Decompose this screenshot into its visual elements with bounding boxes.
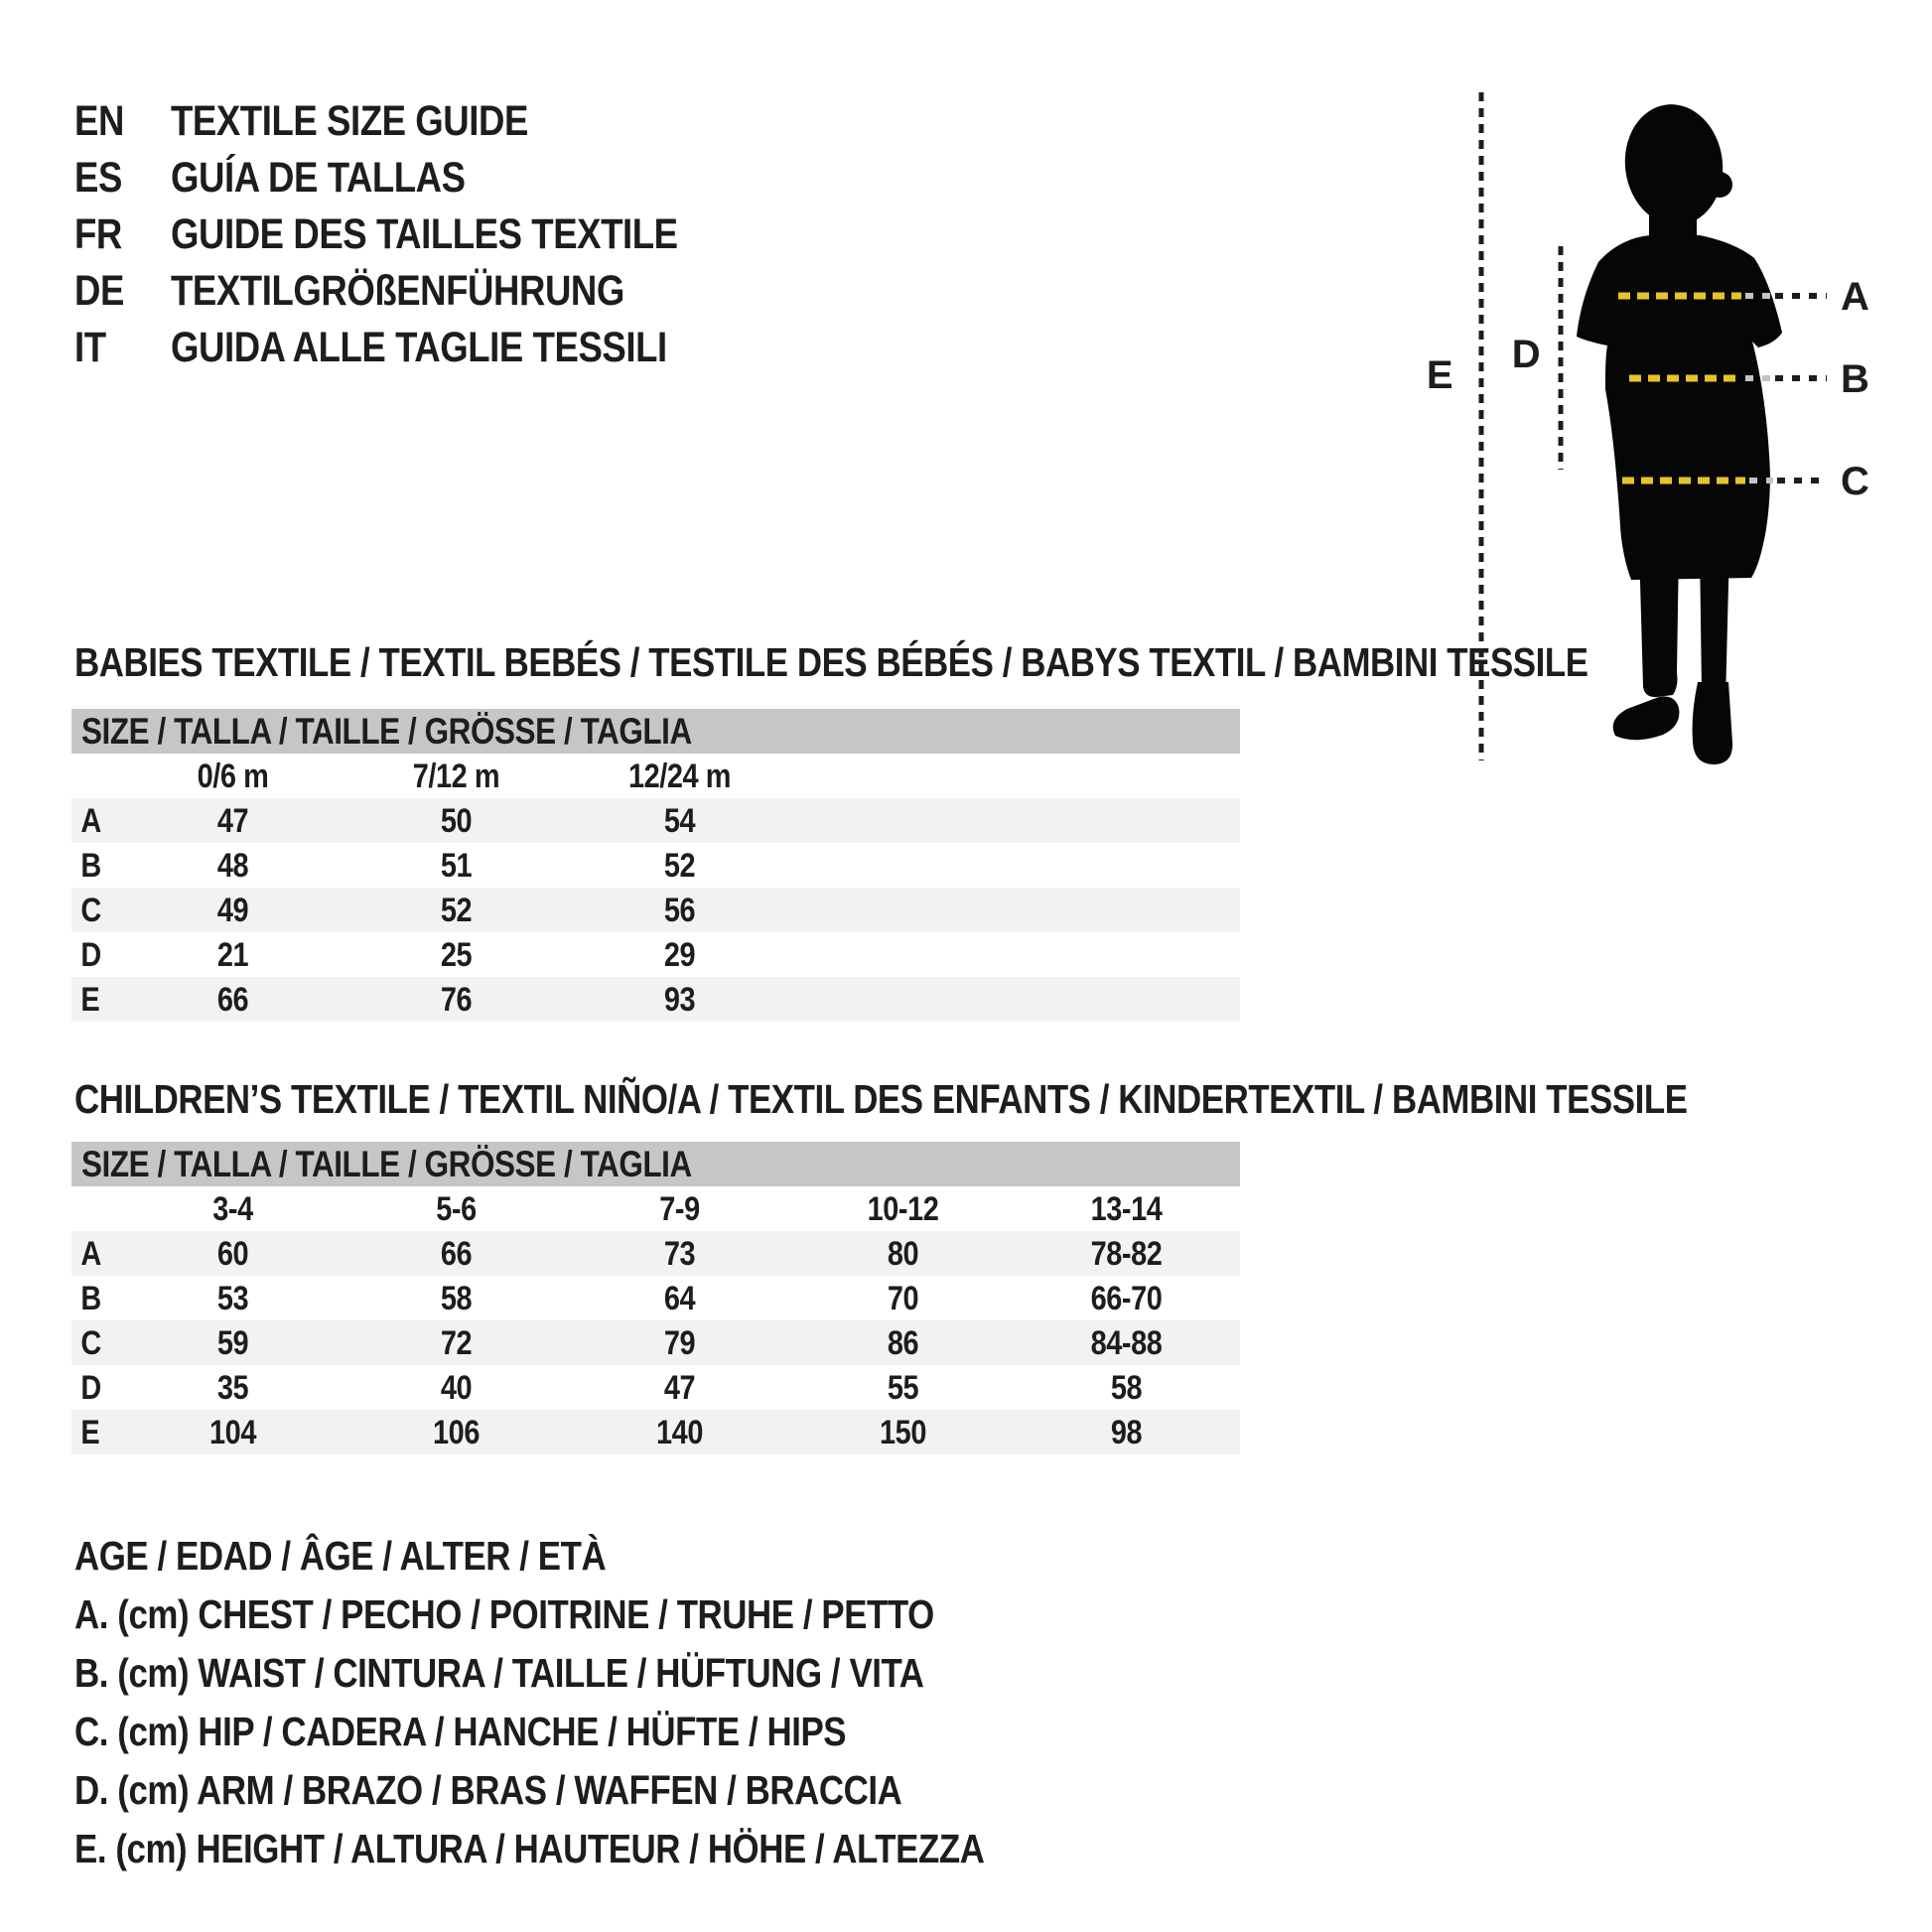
language-row (74, 150, 767, 207)
language-title: GUIDE DES TAILLES TEXTILE (171, 210, 678, 258)
figure-label-D: D (1511, 333, 1541, 376)
size-value: 29 (663, 935, 696, 974)
language-code: ES (74, 154, 122, 202)
legend-line (74, 1761, 1145, 1820)
size-value: 48 (216, 846, 249, 885)
babies-table-header-bar (71, 709, 1240, 754)
size-value: 25 (440, 935, 473, 974)
size-value: 58 (1110, 1368, 1143, 1407)
column-header: 0/6 m (197, 757, 269, 795)
legend-line (74, 1644, 1145, 1703)
row-label: D (80, 1368, 101, 1407)
size-value: 47 (216, 801, 249, 840)
size-value: 66 (440, 1234, 473, 1273)
language-title: GUIDA ALLE TAGLIE TESSILI (171, 324, 667, 371)
size-value: 140 (656, 1413, 703, 1451)
language-code: DE (74, 267, 124, 315)
language-title: TEXTILE SIZE GUIDE (171, 97, 528, 145)
column-header: 3-4 (212, 1189, 253, 1228)
column-header: 13-14 (1090, 1189, 1163, 1228)
column-header: 7-9 (659, 1189, 700, 1228)
language-code: EN (74, 97, 124, 145)
size-value: 53 (216, 1279, 249, 1317)
size-value: 76 (440, 980, 473, 1019)
silhouette-torso (1577, 235, 1782, 580)
size-value: 78-82 (1090, 1234, 1163, 1273)
table-row (71, 977, 1240, 1022)
babies-table-header-text: SIZE / TALLA / TAILLE / GRÖSSE / TAGLIA (81, 710, 692, 752)
babies-section-title (74, 641, 1856, 683)
size-value: 47 (663, 1368, 696, 1407)
size-value: 98 (1110, 1413, 1143, 1451)
column-header: 12/24 m (627, 757, 732, 795)
legend-line-text: D. (cm) ARM / BRAZO / BRAS / WAFFEN / BRACCIA (74, 1767, 902, 1813)
legend-line-text: E. (cm) HEIGHT / ALTURA / HAUTEUR / HÖHE / ALTEZZA (74, 1826, 985, 1871)
size-value: 93 (663, 980, 696, 1019)
figure-label-E: E (1426, 353, 1453, 397)
size-value: 84-88 (1090, 1323, 1163, 1362)
table-row (71, 888, 1240, 932)
row-label: D (80, 935, 101, 974)
size-value: 80 (887, 1234, 919, 1273)
size-value: 56 (663, 891, 696, 929)
children-table-header-text: SIZE / TALLA / TAILLE / GRÖSSE / TAGLIA (81, 1143, 692, 1184)
children-section-title-text: CHILDREN’S TEXTILE / TEXTIL NIÑO/A / TEXTIL DES ENFANTS / KINDERTEXTIL / BAMBINI TESSILE (74, 1076, 1688, 1122)
size-value: 40 (440, 1368, 473, 1407)
row-label: E (80, 980, 100, 1019)
language-row (74, 263, 767, 320)
size-value: 51 (440, 846, 473, 885)
legend-line-text: C. (cm) HIP / CADERA / HANCHE / HÜFTE / HIPS (74, 1709, 847, 1754)
size-value: 58 (440, 1279, 473, 1317)
column-header: 7/12 m (412, 757, 500, 795)
column-header: 5-6 (436, 1189, 477, 1228)
size-value: 150 (880, 1413, 926, 1451)
table-row (71, 1410, 1240, 1454)
size-value: 104 (209, 1413, 256, 1451)
figure-label-B: B (1841, 357, 1869, 401)
row-label: A (80, 801, 101, 840)
size-value: 50 (440, 801, 473, 840)
figure-label-C: C (1841, 460, 1869, 503)
language-title: GUÍA DE TALLAS (171, 154, 466, 202)
column-header-row (71, 1186, 1240, 1231)
size-value: 21 (216, 935, 249, 974)
size-value: 55 (887, 1368, 919, 1407)
column-header: 10-12 (867, 1189, 939, 1228)
legend-line (74, 1527, 1145, 1586)
legend-line (74, 1820, 1145, 1878)
table-row (71, 1320, 1240, 1365)
table-row (71, 1276, 1240, 1320)
size-value: 66 (216, 980, 249, 1019)
row-label: E (80, 1413, 100, 1451)
size-value: 70 (887, 1279, 919, 1317)
size-value: 66-70 (1090, 1279, 1163, 1317)
column-header-row (71, 754, 1240, 798)
size-value: 86 (887, 1323, 919, 1362)
size-value: 35 (216, 1368, 249, 1407)
size-value: 106 (433, 1413, 480, 1451)
legend-line (74, 1586, 1145, 1644)
language-row (74, 93, 767, 150)
language-title: TEXTILGRÖßENFÜHRUNG (171, 267, 624, 315)
babies-section-title-text: BABIES TEXTILE / TEXTIL BEBÉS / TESTILE DES BÉBÉS / BABYS TEXTIL / BAMBINI TESSILE (74, 639, 1588, 685)
table-row (71, 1365, 1240, 1410)
babies-size-table (71, 709, 1240, 1022)
measurement-legend (74, 1527, 1145, 1878)
size-value: 73 (663, 1234, 696, 1273)
size-value: 49 (216, 891, 249, 929)
size-value: 54 (663, 801, 696, 840)
table-row (71, 932, 1240, 977)
table-row (71, 843, 1240, 888)
legend-line-text: A. (cm) CHEST / PECHO / POITRINE / TRUHE / PETTO (74, 1591, 934, 1637)
size-value: 52 (440, 891, 473, 929)
size-value: 79 (663, 1323, 696, 1362)
silhouette-left-shoe (1613, 696, 1680, 740)
row-label: B (80, 846, 101, 885)
row-label: C (80, 891, 101, 929)
size-value: 64 (663, 1279, 696, 1317)
language-row (74, 320, 767, 376)
silhouette-ear (1707, 172, 1732, 198)
row-label: C (80, 1323, 101, 1362)
children-section-title (74, 1078, 1932, 1120)
table-row (71, 1231, 1240, 1276)
silhouette-right-shoe (1693, 682, 1732, 764)
language-code: FR (74, 210, 122, 258)
row-label: B (80, 1279, 101, 1317)
legend-line-text: AGE / EDAD / ÂGE / ALTER / ETÀ (74, 1533, 607, 1579)
size-value: 60 (216, 1234, 249, 1273)
size-value: 52 (663, 846, 696, 885)
children-size-table (71, 1142, 1240, 1454)
size-value: 72 (440, 1323, 473, 1362)
language-list (74, 93, 767, 376)
figure-label-A: A (1841, 275, 1869, 319)
language-row (74, 207, 767, 263)
size-value: 59 (216, 1323, 249, 1362)
legend-line-text: B. (cm) WAIST / CINTURA / TAILLE / HÜFTUNG / VITA (74, 1650, 924, 1696)
table-row (71, 798, 1240, 843)
legend-line (74, 1703, 1145, 1761)
children-table-header-bar (71, 1142, 1240, 1186)
row-label: A (80, 1234, 101, 1273)
language-code: IT (74, 324, 106, 371)
